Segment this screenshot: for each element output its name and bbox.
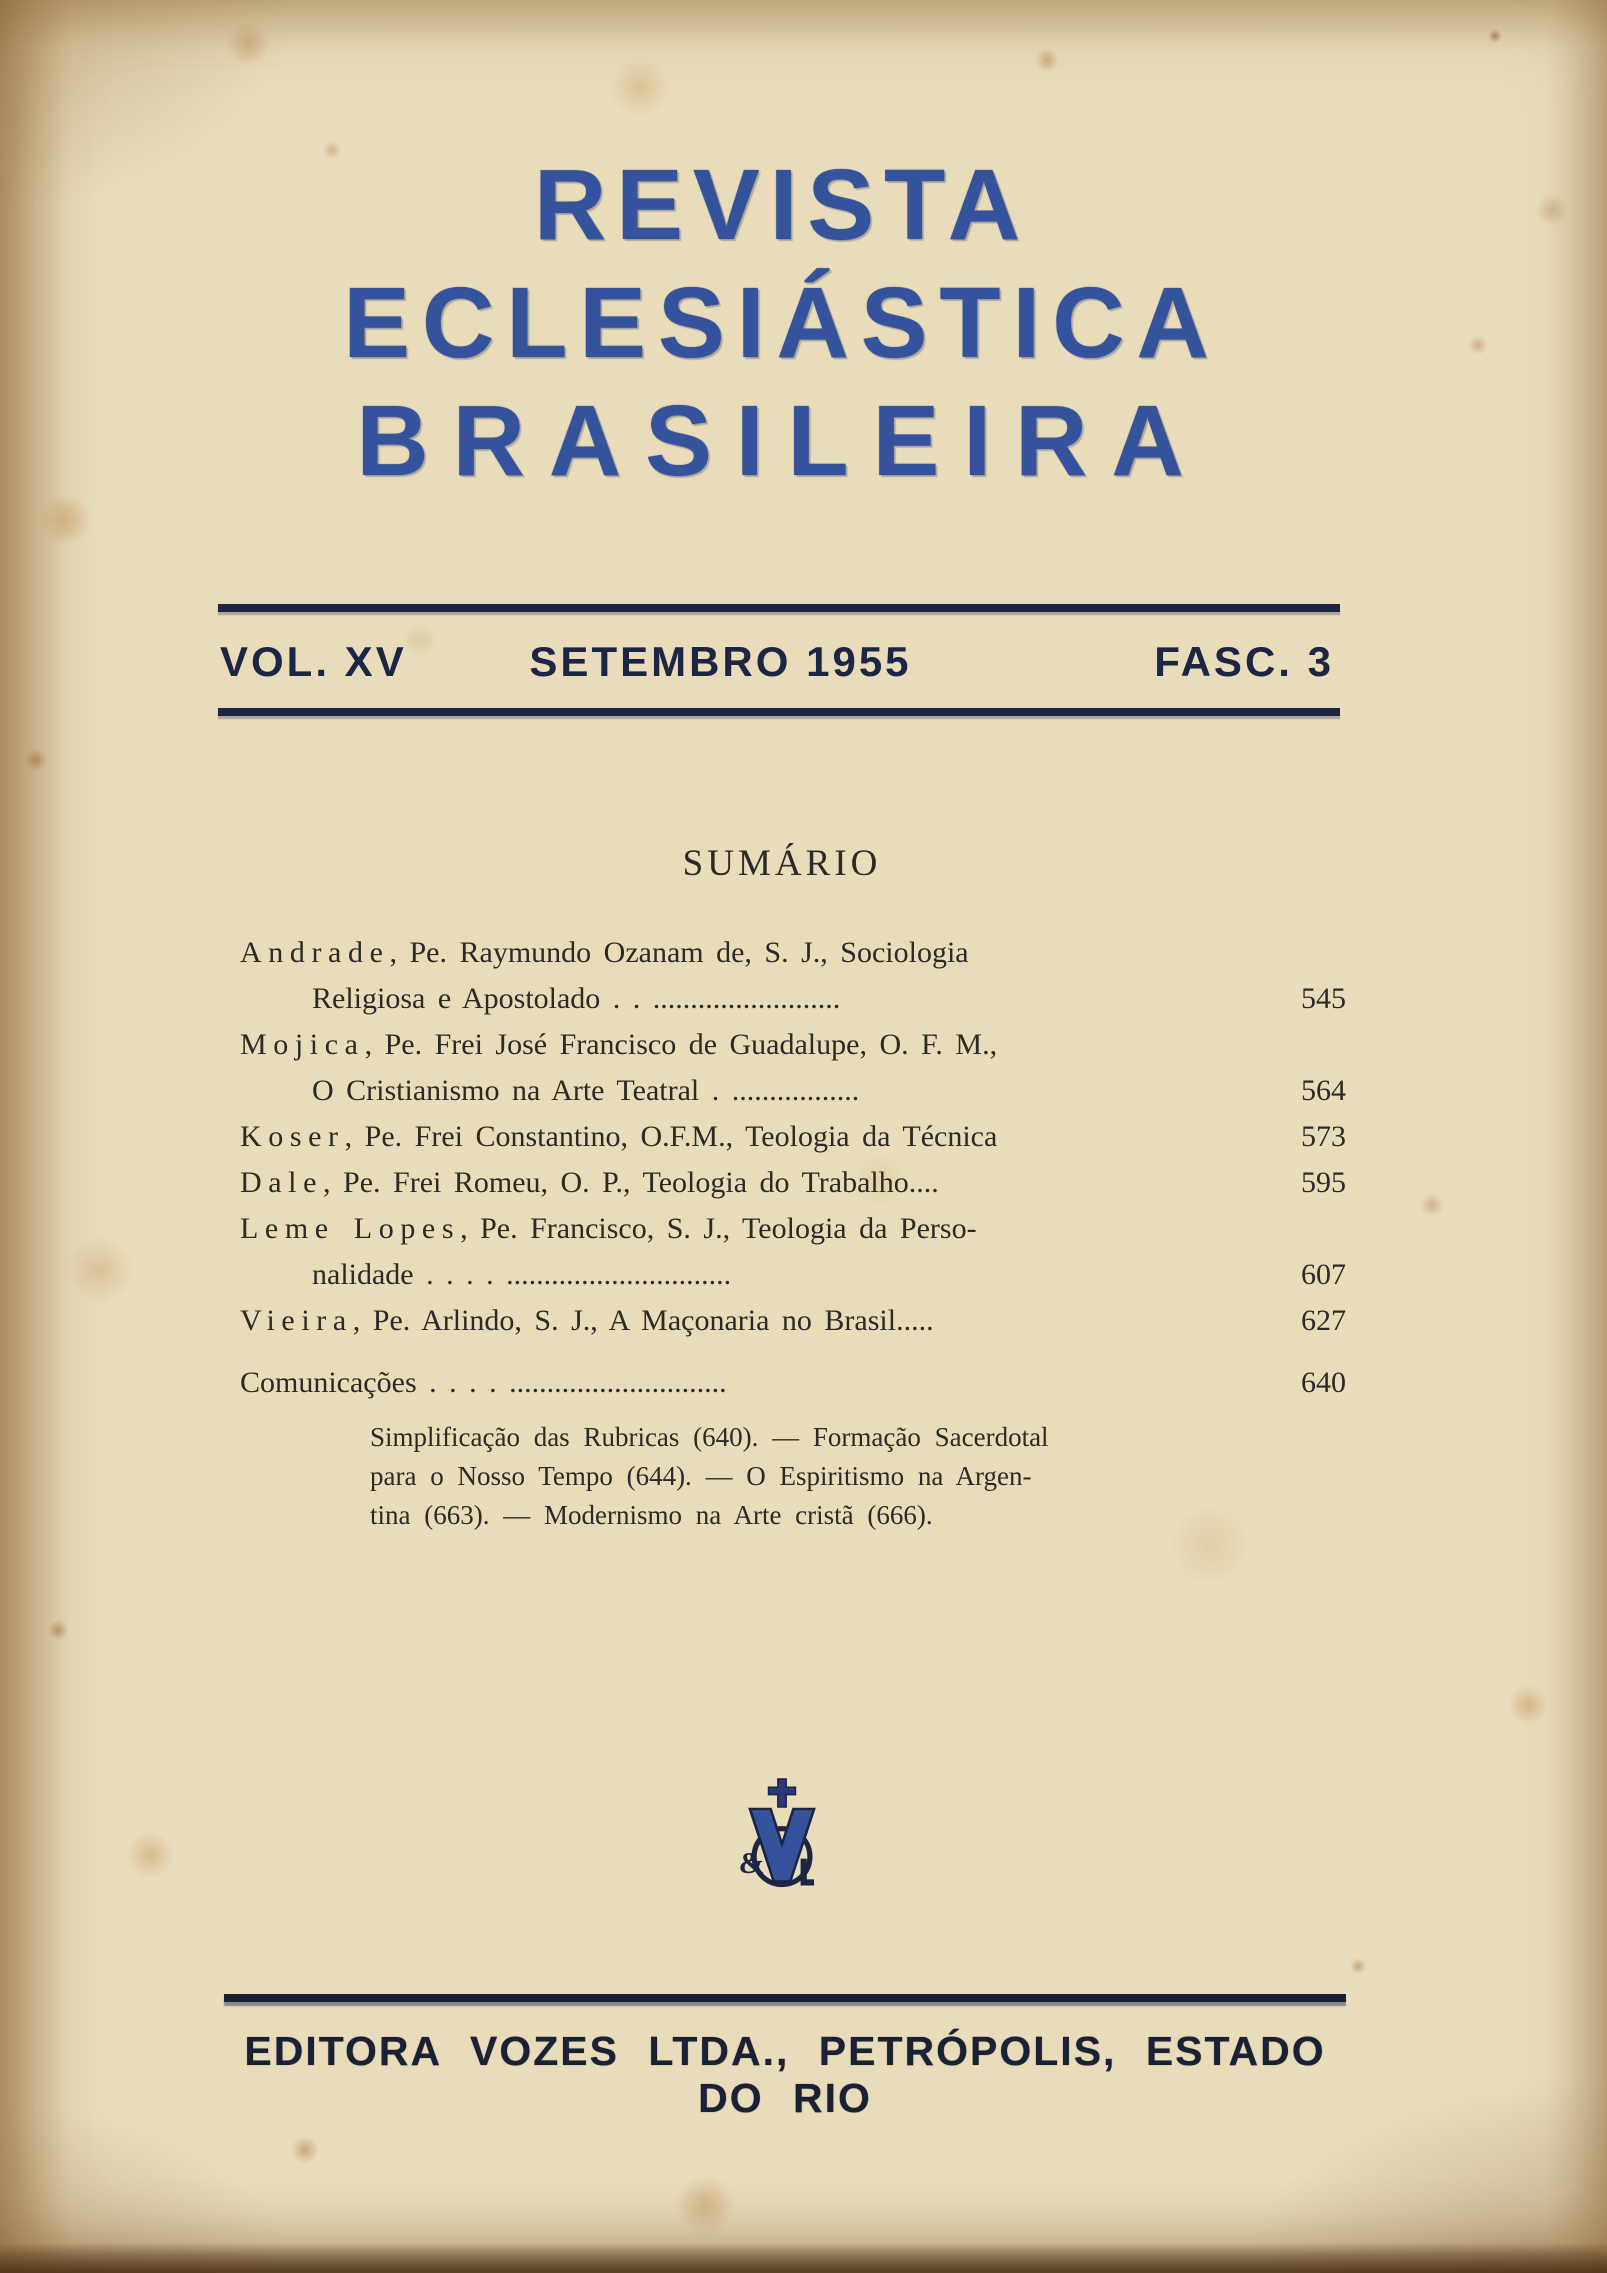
masthead-title-line: BRASILEIRA — [356, 385, 1208, 497]
toc-author: Koser — [240, 1120, 345, 1153]
toc-text: Religiosa e Apostolado . . ......................... — [312, 982, 841, 1015]
toc-text: , Pe. Frei Constantino, O.F.M., Teologia da Técnica — [344, 1120, 998, 1153]
masthead-title-line: ECLESIÁSTICA — [343, 267, 1221, 379]
note-line: tina (663). — Modernismo na Arte cristã (666). — [370, 1500, 933, 1530]
toc-row — [240, 1160, 1346, 1206]
toc-row — [240, 1114, 1346, 1160]
toc-row — [240, 1298, 1346, 1344]
toc-text: , Pe. Arlindo, S. J., A Maçonaria no Brasil..... — [352, 1304, 934, 1337]
toc-page: 640 — [1301, 1366, 1346, 1399]
fascicle-label: FASC. 3 — [1154, 638, 1334, 685]
vozes-monogram-icon — [730, 1778, 834, 1900]
toc-text: , Pe. Frei Romeu, O. P., Teologia do Trabalho.... — [323, 1166, 939, 1199]
toc-page: 564 — [1301, 1074, 1346, 1107]
masthead — [218, 146, 1346, 500]
toc-row — [240, 1360, 1346, 1406]
note-line: Simplificação das Rubricas (640). — Formação Sacerdotal — [370, 1422, 1049, 1452]
toc-text: Comunicações . . . . ............................. — [240, 1366, 727, 1399]
toc-text: O Cristianismo na Arte Teatral . ................. — [312, 1074, 860, 1107]
issue-date: SETEMBRO 1955 — [529, 638, 912, 685]
communications-note — [370, 1418, 1242, 1535]
issue-bar-bottom-rule — [218, 708, 1340, 716]
toc-author: Andrade — [240, 936, 390, 969]
toc-page: 627 — [1301, 1304, 1346, 1337]
toc-text: , Pe. Raymundo Ozanam de, S. J., Sociologia — [389, 936, 969, 969]
toc-row — [240, 1068, 1346, 1114]
imprint-text: EDITORA VOZES LTDA., PETRÓPOLIS, ESTADO DO RIO — [244, 2028, 1326, 2121]
toc-row — [240, 976, 1346, 1022]
issue-bar — [218, 604, 1340, 716]
toc-page: 545 — [1301, 982, 1346, 1015]
toc-author: Mojica — [240, 1028, 365, 1061]
summary-heading: SUMÁRIO — [682, 843, 882, 884]
note-line: para o Nosso Tempo (644). — O Espiritismo na Argen- — [370, 1461, 1032, 1491]
toc-text: nalidade . . . . .............................. — [312, 1258, 732, 1291]
toc-row — [240, 1252, 1346, 1298]
svg-text:&: & — [738, 1845, 765, 1881]
toc-row — [240, 1206, 1346, 1252]
publisher-imprint — [224, 1994, 1346, 2122]
toc-author: Dale — [240, 1166, 324, 1199]
masthead-title-line: REVISTA — [534, 149, 1030, 261]
cover-content — [218, 0, 1346, 2273]
toc-page: 595 — [1301, 1166, 1346, 1199]
toc-author: Vieira — [240, 1304, 353, 1337]
toc-row — [240, 930, 1346, 976]
issue-bar-top-rule — [218, 604, 1340, 612]
volume-label: VOL. XV — [220, 638, 407, 685]
toc-text: , Pe. Francisco, S. J., Teologia da Perso- — [460, 1212, 977, 1245]
toc-text: , Pe. Frei José Francisco de Guadalupe, O. F. M., — [364, 1028, 998, 1061]
imprint-rule — [224, 1994, 1346, 2002]
toc-list — [240, 930, 1346, 1406]
toc-row — [240, 1022, 1346, 1068]
toc-page: 607 — [1301, 1258, 1346, 1291]
toc-page: 573 — [1301, 1120, 1346, 1153]
toc-author: Leme Lopes — [240, 1212, 461, 1245]
publisher-logo — [218, 1778, 1346, 1905]
page-bottom-edge — [0, 2243, 1607, 2273]
